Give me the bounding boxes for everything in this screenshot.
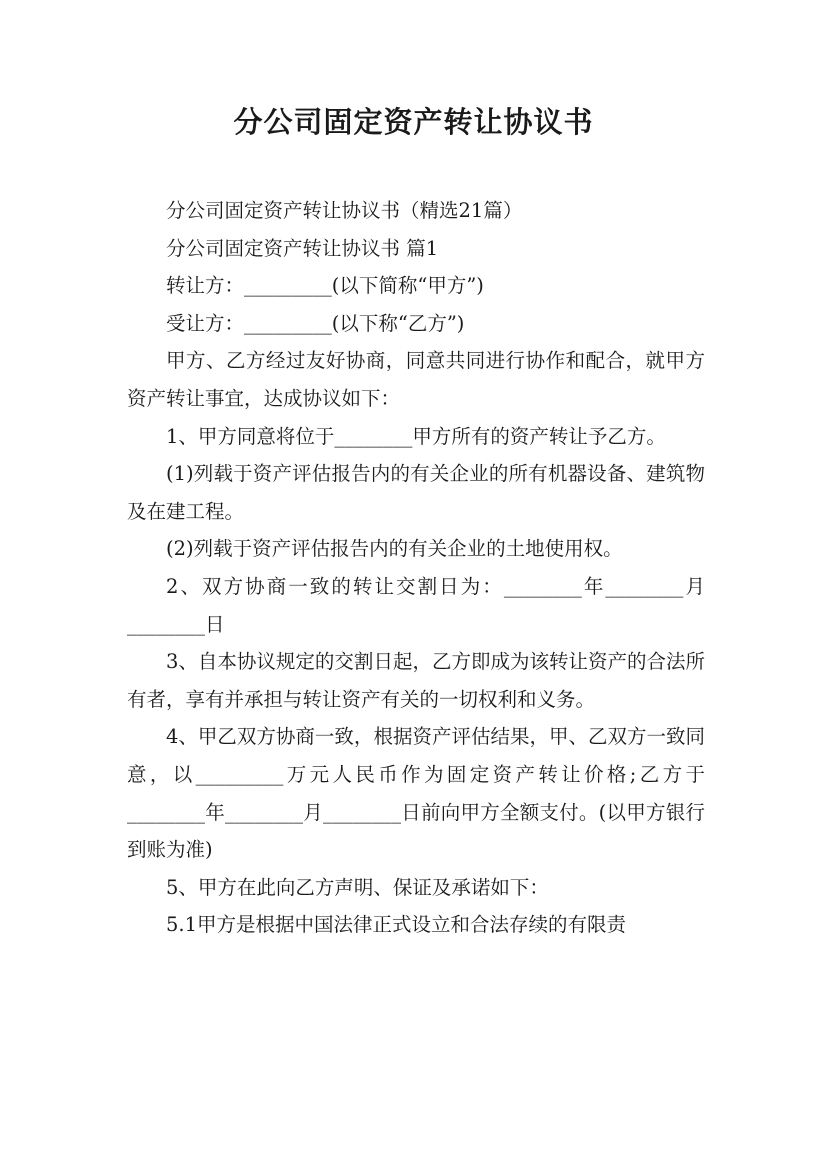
paragraph-transferee: 受让方：_________(以下称“乙方”) — [166, 311, 465, 335]
document-body — [127, 192, 705, 944]
paragraph-clause-5-1: 5.1甲方是根据中国法律正式设立和合法存续的有限责 — [166, 913, 627, 937]
paragraph-clause-4: 4、甲乙双方协商一致，根据资产评估结果，甲、乙双方一致同意，以_________万元人民币作为固定资产转让价格;乙方于________年________月________日前向甲方全额支付。(以甲方银行到账为准) — [127, 725, 705, 862]
paragraph-section-heading: 分公司固定资产转让协议书 篇1 — [166, 236, 439, 260]
paragraph-transferor: 转让方：_________(以下简称“甲方”) — [166, 274, 484, 298]
paragraph-subtitle: 分公司固定资产转让协议书（精选21篇） — [166, 199, 523, 222]
paragraph-clause-2: 2、双方协商一致的转让交割日为：________年________月________日 — [127, 574, 705, 636]
paragraph-clause-3: 3、自本协议规定的交割日起，乙方即成为该转让资产的合法所有者，享有并承担与转让资产有关的一切权利和义务。 — [127, 650, 705, 711]
paragraph-clause-1-item-1: (1)列载于资产评估报告内的有关企业的所有机器设备、建筑物及在建工程。 — [127, 462, 705, 523]
paragraph-clause-1: 1、甲方同意将位于________甲方所有的资产转让予乙方。 — [166, 424, 666, 448]
paragraph-clause-1-item-2: (2)列载于资产评估报告内的有关企业的土地使用权。 — [166, 537, 623, 561]
document-title: 分公司固定资产转让协议书 — [233, 105, 594, 139]
paragraph-clause-5: 5、甲方在此向乙方声明、保证及承诺如下： — [166, 875, 549, 899]
paragraph-preamble: 甲方、乙方经过友好协商，同意共同进行协作和配合，就甲方资产转让事宜，达成协议如下： — [127, 349, 705, 410]
